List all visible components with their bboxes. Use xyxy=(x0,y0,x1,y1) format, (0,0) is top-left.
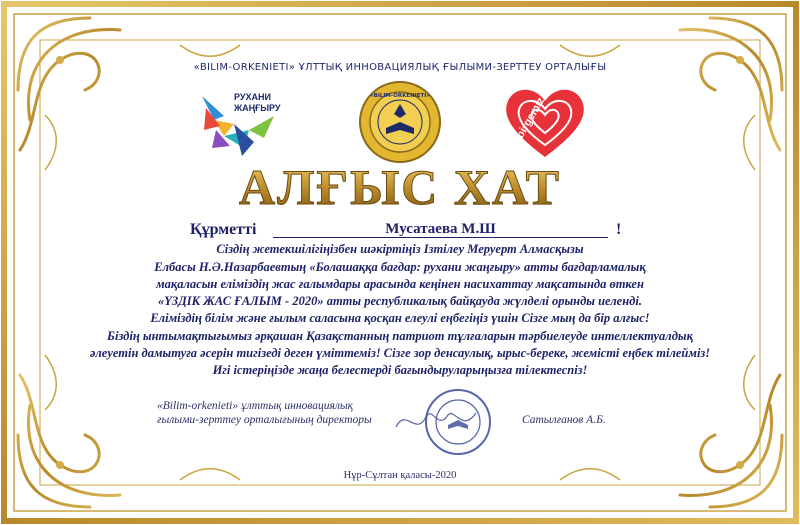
body-line: «ҮЗДІК ЖАС ҒАЛЫМ - 2020» атты республикалық байқауда жүлделі орынды иеленді. xyxy=(158,294,642,308)
body-line: Игі істеріңізде жаңа белестерді бағындыруларыңызға тілектеспіз! xyxy=(212,363,588,377)
birgemiz-label: birgemiz xyxy=(514,95,548,141)
body-line: Сіздің жетекшілігіңізбен шәкіртіңіз Ізтілеу Меруерт Алмасқызы xyxy=(216,242,584,256)
body-line: мақаласын еліміздің жас ғалымдары арасында кеңінен насихаттау мақсатында өткен xyxy=(156,277,644,291)
birgemiz-heart-logo xyxy=(500,83,590,161)
recipient-name: Мусатаева М.Ш xyxy=(385,221,496,237)
bilim-orkenieti-seal-logo xyxy=(358,80,442,164)
zhangyru-label: ЖАҢҒЫРУ xyxy=(234,103,281,113)
organization-line: «BILIM-ORKENIETI» ҰЛТТЫҚ ИННОВАЦИЯЛЫҚ ҒЫЛЫМИ-ЗЕРТТЕУ ОРТАЛЫҒЫ xyxy=(193,62,607,73)
salutation: Құрметті xyxy=(190,221,257,238)
body-line: Біздің ынтымақтығымыз әрқашан Қазақстанның патриот тұлғаларын тәрбиелеуде интеллектуалдық xyxy=(107,329,693,343)
rukhani-label: РУХАНИ xyxy=(234,92,271,102)
certificate-title xyxy=(0,156,800,214)
body-line: Еліміздің білім және ғылым саласына қосқан елеулі еңбегіңіз үшін Сізге мың да бір алғыс! xyxy=(150,311,650,325)
official-stamp xyxy=(392,387,508,457)
salutation-exclamation: ! xyxy=(616,221,622,238)
seal-text: «BILIM-ORKENIETI» xyxy=(370,93,430,99)
city-year: Нұр-Сұлтан қаласы-2020 xyxy=(343,470,457,481)
signature-org-line2: ғылыми-зерттеу орталығының директоры xyxy=(157,414,372,426)
title-text: АЛҒЫС ХАТ xyxy=(238,159,562,214)
body-line: әлеуетін дамытуға әсерін тигізеді деген үміттеміз! Сізге зор денсаулық, ырыс-береке, жемісті еңбек тілейміз! xyxy=(89,346,711,360)
rukhani-zhangyru-logo xyxy=(194,86,294,158)
signature-org-line1: «Bilim-orkenieti» ұлттық инновациялық xyxy=(157,400,354,412)
body-line: Елбасы Н.Ә.Назарбаевтың «Болашаққа бағдар: рухани жаңғыру» атты бағдарламалық xyxy=(154,260,646,274)
signer-name: Сатылғанов А.Б. xyxy=(522,414,606,426)
